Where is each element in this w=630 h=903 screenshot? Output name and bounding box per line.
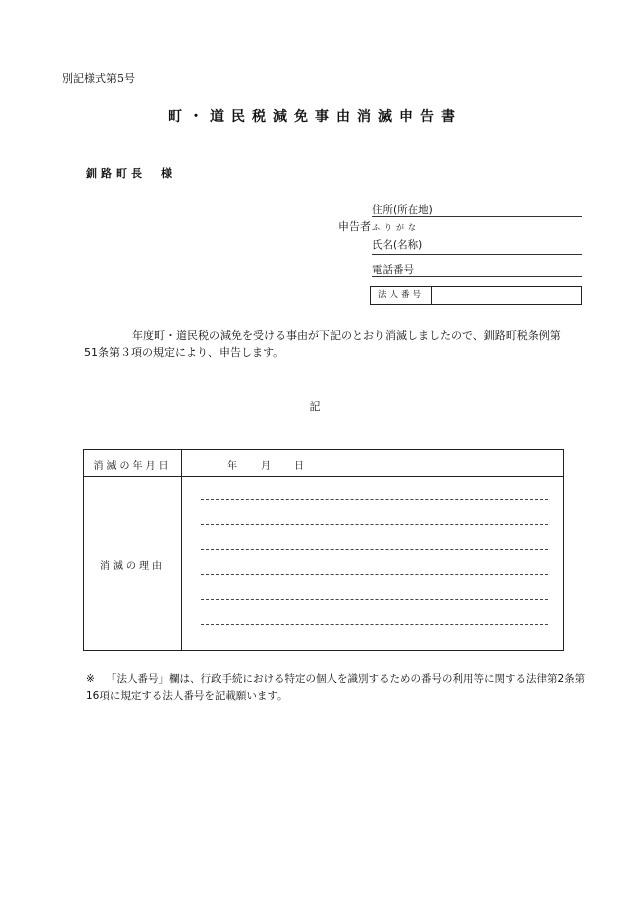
ki-heading: 記 [309, 400, 321, 413]
reason-line[interactable] [201, 499, 548, 500]
phone-underline [372, 276, 582, 277]
reason-line[interactable] [201, 624, 548, 625]
note-mark: ※ [86, 673, 95, 685]
corporate-number-label: 法人番号 [371, 287, 432, 304]
reason-label: 消滅の理由 [100, 561, 165, 572]
name-underline [372, 254, 582, 255]
reason-line[interactable] [201, 524, 548, 525]
date-label: 消滅の年月日 [93, 461, 172, 472]
details-table [83, 449, 564, 651]
table-divider [181, 450, 182, 650]
month-unit: 月 [261, 461, 271, 472]
declaration-text: 年度町・道民税の減免を受ける事由が下記のとおり消滅しましたので、釧路町税条例第51条第３項の規定により、申告します。 [84, 329, 561, 359]
form-title: 町・道民税減免事由消滅申告書 [168, 109, 462, 125]
footnote [86, 671, 586, 705]
name-label: 氏名(名称) [372, 239, 423, 251]
date-row [84, 450, 563, 477]
reason-line[interactable] [201, 574, 548, 575]
reason-line[interactable] [201, 599, 548, 600]
addressee: 釧路町長 様 [86, 167, 176, 180]
year-unit: 年 [227, 461, 237, 472]
corporate-number-box [370, 286, 582, 305]
applicant-label: 申告者 [338, 220, 371, 233]
reason-line[interactable] [201, 549, 548, 550]
furigana-label: ふりがな [372, 223, 420, 232]
form-number: 別記様式第5号 [62, 72, 135, 85]
note-text: 「法人番号」欄は、行政手続における特定の個人を識別するための番号の利用等に関する法律第2条第16項に規定する法人番号を記載願います。 [86, 673, 586, 702]
phone-label: 電話番号 [372, 264, 414, 276]
address-underline [372, 216, 582, 217]
day-unit: 日 [294, 461, 304, 472]
address-label: 住所(所在地) [372, 204, 433, 216]
